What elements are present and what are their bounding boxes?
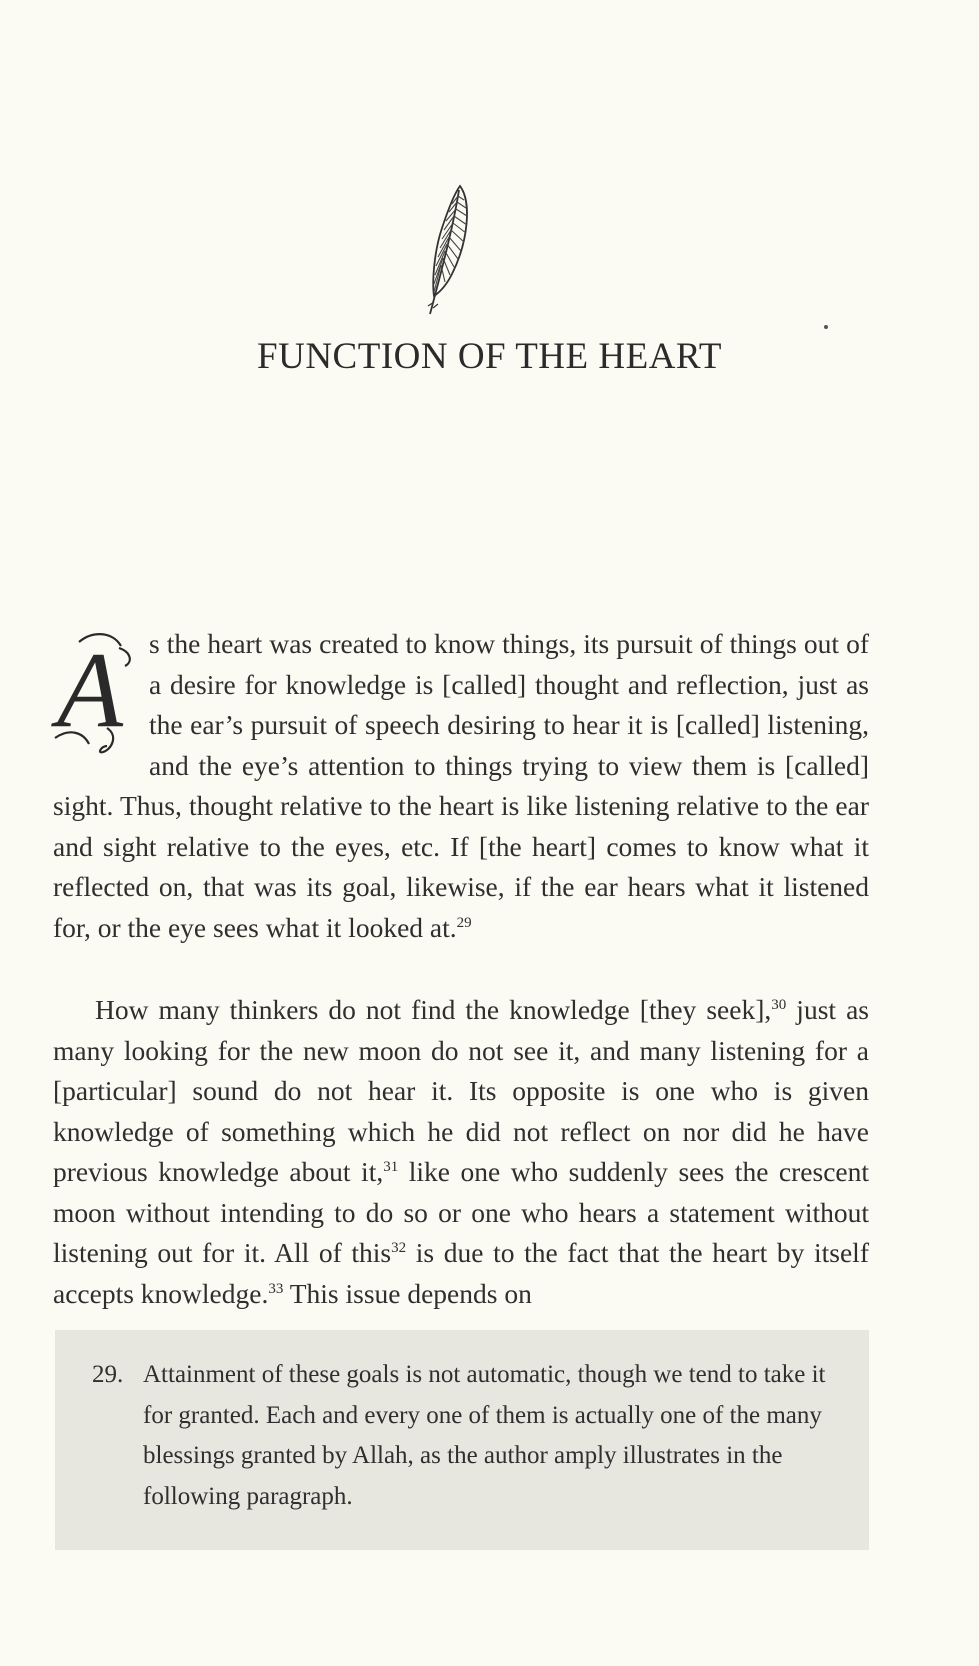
paragraph-2-text: just as many looking for the new moon do not see it, and many listening for a [particular] sound do not hear it. Its opposite is one who is given knowledge of something which he did not reflect on nor did he have previous knowledge about it, <box>53 994 869 1187</box>
dropcap-letter-a <box>49 628 149 758</box>
paragraph-1 <box>53 624 869 948</box>
footnote-ref-32[interactable]: 32 <box>391 1239 407 1256</box>
footnote-number: 29. <box>92 1361 124 1388</box>
paragraph-2-text: How many thinkers do not find the knowledge [they seek], <box>95 994 772 1025</box>
footnote-text: Attainment of these goals is not automatic, though we tend to take it for granted. Each and every one of them is actually one of the many blessings granted by Allah, as the author amply illustrates in the following paragraph. <box>143 1361 826 1510</box>
paragraph-1-text: s the heart was created to know things, its pursuit of things out of a desire for knowledge is [called] thought and reflection, just as the ear’s pursuit of speech desiring to hear it is [called] listening, and the eye’s attention to things trying to view them is [called] sight. Thus, thought relative to the heart is like listening relative to the ear and sight relative to the eyes, etc. If [the heart] comes to know what it reflected on, that was its goal, likewise, if the ear hears what it listened for, or the eye sees what it looked at. <box>53 628 869 943</box>
footnote-ref-33[interactable]: 33 <box>268 1280 284 1297</box>
paragraph-2-text: is due to the fact that the heart by itself accepts knowledge. <box>53 1237 869 1309</box>
footnote-ref-30[interactable]: 30 <box>771 996 787 1013</box>
footnote-ref-31[interactable]: 31 <box>383 1158 399 1175</box>
chapter-title: FUNCTION OF THE HEART <box>257 336 722 377</box>
paragraph-2 <box>53 990 869 1314</box>
paragraph-2-text: like one who suddenly sees the crescent moon without intending to do so or one who hears a statement without listening out for it. All of this <box>53 1156 870 1268</box>
page-speck <box>824 325 828 329</box>
footnote-ref-29[interactable]: 29 <box>456 914 472 931</box>
svg-text:A: A <box>57 631 123 750</box>
feather-icon <box>412 182 482 322</box>
paragraph-2-text: This issue depends on <box>283 1277 532 1309</box>
